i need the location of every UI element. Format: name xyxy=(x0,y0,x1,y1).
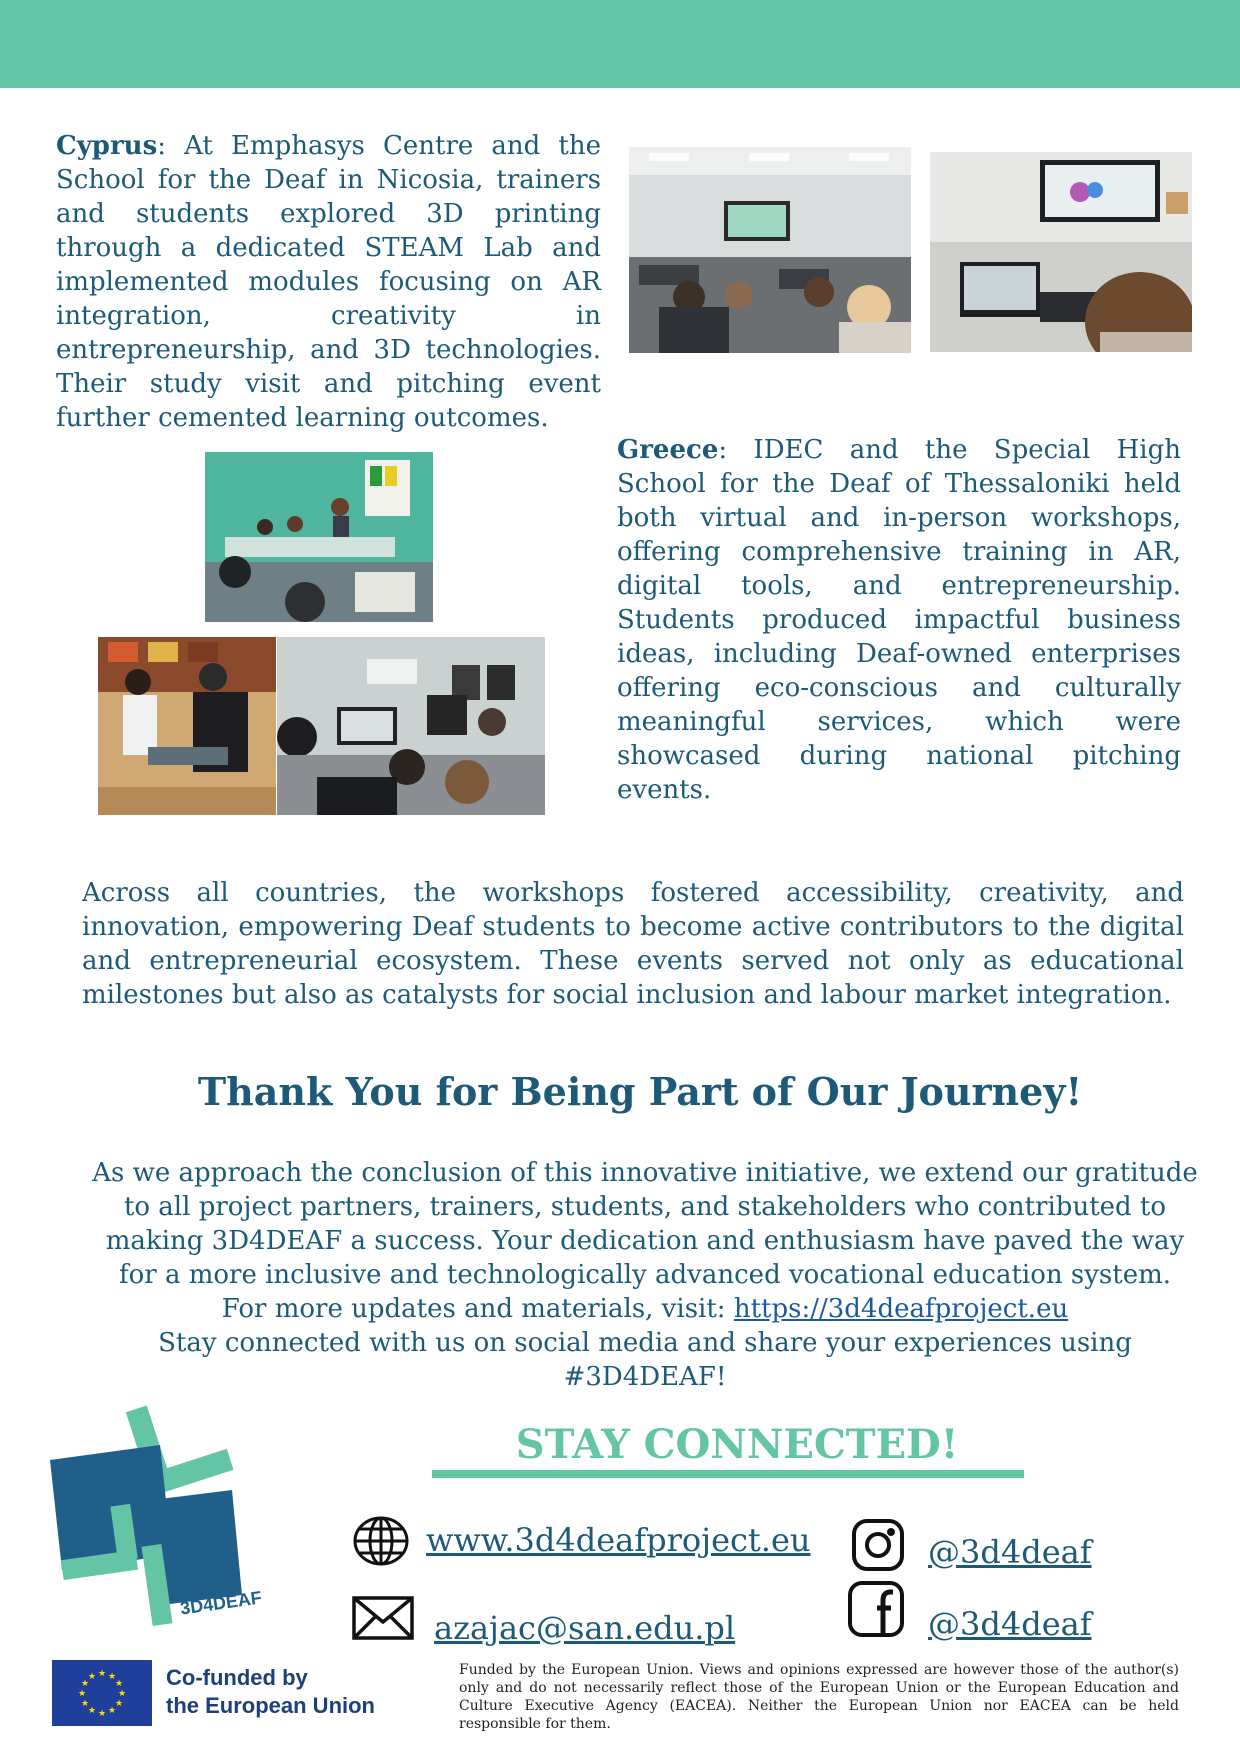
3d4deaf-logo xyxy=(42,1405,263,1630)
greece-workshop-photo-right xyxy=(277,637,545,815)
svg-text:★: ★ xyxy=(107,1672,117,1682)
cyprus-text: : At Emphasys Centre and the School for the Deaf in Nicosia, trainers and students explored 3D printing through a dedicated STEAM Lab and implemented modules focusing on AR integration, creativity in entrepreneurship, and 3D technologies. Their study visit and pitching event further cemented learning outcomes. xyxy=(56,131,601,433)
project-website-link[interactable]: https://3d4deafproject.eu xyxy=(733,1294,1069,1324)
svg-text:★: ★ xyxy=(97,1669,107,1679)
globe-icon xyxy=(352,1515,410,1567)
thank-you-line-4: for a more inclusive and technologically advanced vocational education system. xyxy=(118,1260,1172,1290)
thank-you-heading: Thank You for Being Part of Our Journey! xyxy=(197,1069,1083,1114)
facebook-icon xyxy=(847,1580,905,1638)
updates-line xyxy=(70,1292,1220,1326)
svg-text:★: ★ xyxy=(77,1689,87,1699)
greece-text: : IDEC and the Special High School for the Deaf of Thessaloniki held both virtual and in-person workshops, offering comprehensive training in AR, digital tools, and entrepreneurship. Students produced impactful business ideas, including Deaf-owned enterprises offering eco-conscious and culturally meaningful services, which were showcased during national pitching events. xyxy=(617,435,1181,805)
thank-you-message xyxy=(70,1156,1220,1394)
svg-text:★: ★ xyxy=(80,1699,90,1709)
svg-text:★: ★ xyxy=(117,1689,127,1699)
svg-text:★: ★ xyxy=(97,1709,107,1719)
instagram-handle[interactable]: @3d4deaf xyxy=(928,1533,1092,1571)
eu-flag-icon xyxy=(52,1660,152,1726)
eu-line-2: the European Union xyxy=(166,1693,375,1718)
svg-text:★: ★ xyxy=(80,1679,90,1689)
hashtag: #3D4DEAF! xyxy=(563,1362,727,1392)
eu-line-1: Co-funded by xyxy=(166,1665,308,1690)
thank-you-line-1: As we approach the conclusion of this innovative initiative, we extend our gratitude xyxy=(92,1158,1198,1188)
logo-wordmark: 3D4DEAF xyxy=(178,1587,263,1619)
social-line: Stay connected with us on social media and share your experiences using xyxy=(158,1328,1132,1358)
thank-you-line-3: making 3D4DEAF a success. Your dedication and enthusiasm have paved the way xyxy=(105,1226,1185,1256)
eu-cofunded-text xyxy=(166,1664,375,1720)
mail-icon xyxy=(352,1596,414,1640)
greece-workshop-photo-left xyxy=(98,637,276,815)
top-banner xyxy=(0,0,1240,88)
facebook-handle[interactable]: @3d4deaf xyxy=(928,1605,1092,1643)
cyprus-label: Cyprus xyxy=(56,131,158,161)
greece-classroom-photo xyxy=(205,452,433,622)
greece-paragraph xyxy=(617,433,1181,807)
cyprus-paragraph xyxy=(56,129,601,435)
svg-text:★: ★ xyxy=(87,1672,97,1682)
svg-text:★: ★ xyxy=(107,1706,117,1716)
svg-text:★: ★ xyxy=(114,1679,124,1689)
cyprus-3d-lab-photo xyxy=(930,152,1192,352)
stay-connected-underline xyxy=(432,1470,1024,1478)
svg-text:★: ★ xyxy=(87,1706,97,1716)
funding-disclaimer: Funded by the European Union. Views and opinions expressed are however those of the author(s) only and do not necessarily reflect those of the European Union or the European Education and Culture Executive Agency (EACEA). Neither the European Union nor EACEA can be held responsible for them. xyxy=(459,1662,1179,1732)
website-link[interactable]: www.3d4deafproject.eu xyxy=(426,1521,811,1559)
greece-label: Greece xyxy=(617,435,719,465)
updates-prefix: For more updates and materials, visit: xyxy=(221,1294,734,1324)
email-link[interactable]: azajac@san.edu.pl xyxy=(434,1609,736,1647)
stay-connected-title: STAY CONNECTED! xyxy=(515,1421,959,1468)
summary-paragraph: Across all countries, the workshops fostered accessibility, creativity, and innovation, empowering Deaf students to become active contributors to the digital and entrepreneurial ecosystem. These events served not only as educational milestones but also as catalysts for social inclusion and labour market integration. xyxy=(82,878,1184,1010)
thank-you-line-2: to all project partners, trainers, students, and stakeholders who contributed to xyxy=(123,1192,1167,1222)
instagram-icon xyxy=(851,1518,905,1572)
cyprus-classroom-photo xyxy=(629,147,911,353)
svg-text:★: ★ xyxy=(114,1699,124,1709)
